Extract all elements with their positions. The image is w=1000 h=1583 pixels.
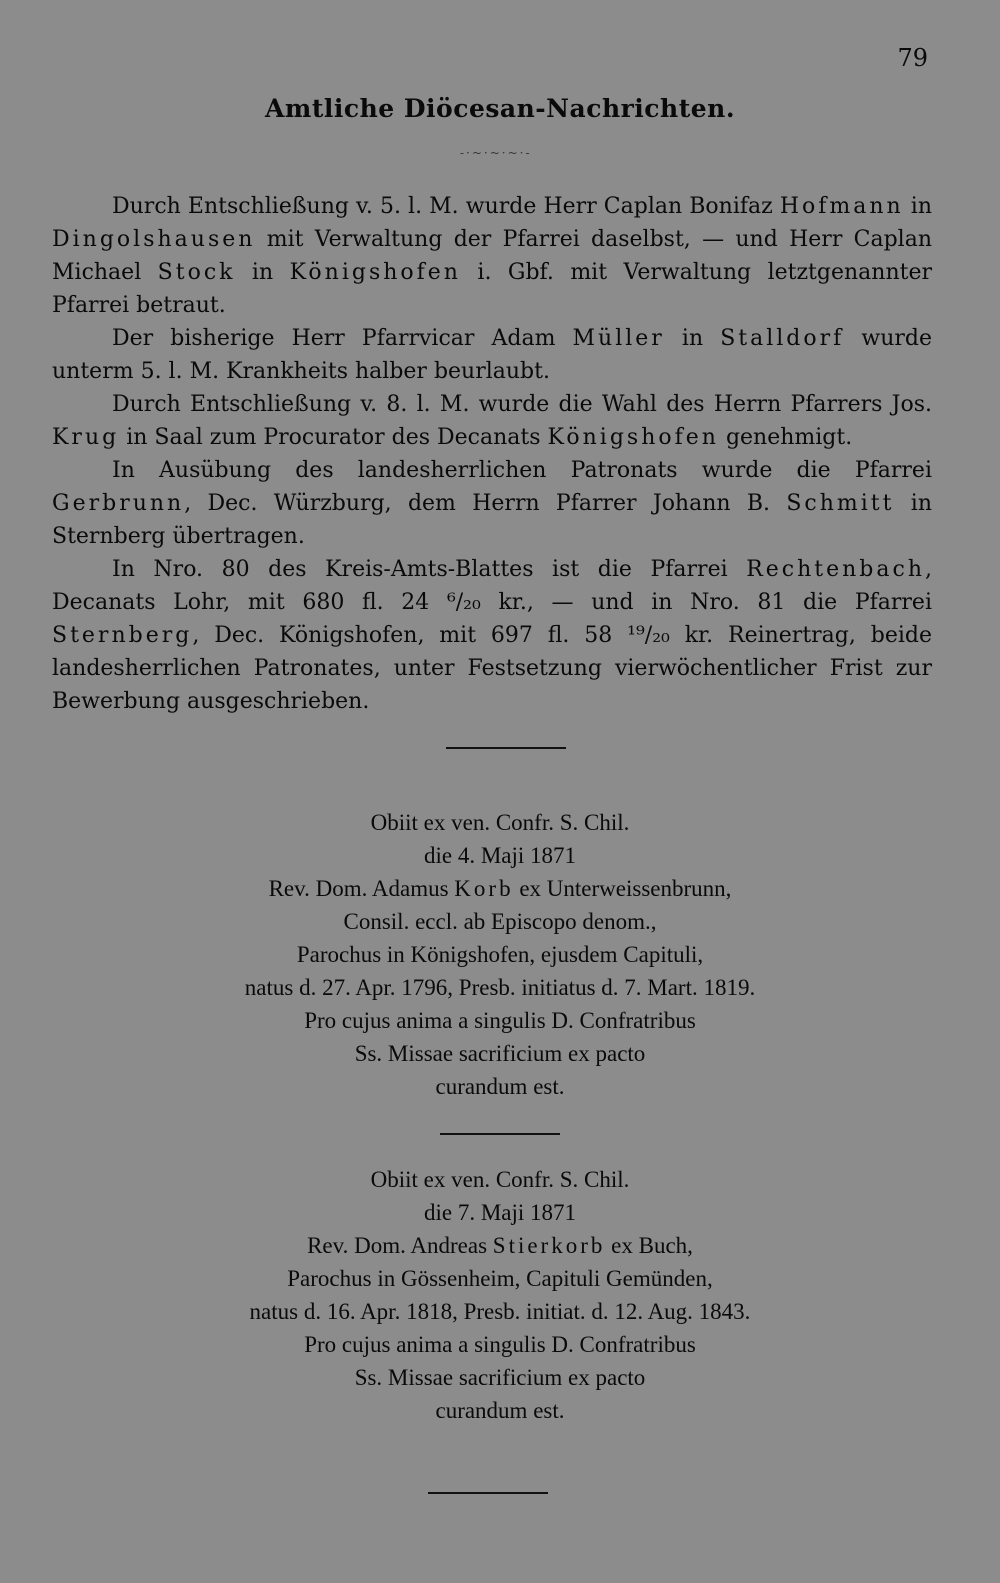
place-name: Königshofen (547, 425, 719, 450)
text: wurde unterm 5. l. M. Krankheits halber beurlaubt. (52, 326, 932, 384)
obituary-line: curandum est. (435, 1074, 565, 1099)
text: i. Gbf. mit Verwaltung letztgenannter Pfarrei betraut. (52, 260, 933, 318)
text: in (664, 326, 721, 351)
obituary-line: Parochus in Königshofen, ejusdem Capituli, (296, 942, 704, 967)
notice-paragraph (52, 454, 932, 553)
text: ex Buch, (605, 1233, 693, 1258)
obituary-line (0, 872, 1000, 905)
obituary-notice (0, 1163, 1000, 1427)
obituary-line: Ss. Missae sacrificium ex pacto (354, 1365, 646, 1390)
person-name: Krug (52, 425, 120, 450)
obituary-line: Obiit ex ven. Confr. S. Chil. (370, 810, 630, 835)
notice-paragraph (52, 190, 932, 322)
obituary-line: curandum est. (435, 1398, 565, 1423)
text: in (235, 260, 290, 285)
text: In Ausübung des landesherrlichen Patronats wurde die Pfarrei (112, 458, 932, 483)
divider-rule (440, 1133, 560, 1135)
divider-rule (446, 747, 566, 749)
obituary-line: die 7. Maji 1871 (423, 1200, 577, 1225)
obituary-line: natus d. 27. Apr. 1796, Presb. initiatus d. 7. Mart. 1819. (244, 975, 756, 1000)
text: genehmigt. (718, 425, 853, 450)
text: , Dec. Königshofen, mit 697 fl. 58 ¹⁹/₂₀ kr. Reinertrag, beide landesherrlichen Patronates, unter Festsetzung vierwöchentlicher Frist zur Bewerbung ausgeschrieben. (52, 623, 932, 714)
text: , Decanats Lohr, mit 680 fl. 24 ⁶/₂₀ kr., — und in Nro. 81 die Pfarrei (52, 557, 932, 615)
place-name: Gerbrunn (52, 491, 185, 516)
text: Der bisherige Herr Pfarrvicar Adam (112, 326, 573, 351)
title-ornament: -·~·~·~·- (460, 146, 532, 160)
person-name: Schmitt (786, 491, 895, 516)
notices-section (52, 190, 932, 718)
person-name: Müller (572, 326, 665, 351)
notice-paragraph (52, 388, 932, 454)
text: Durch Entschließung v. 8. l. M. wurde die Wahl des Herrn Pfarrers Jos. (112, 392, 932, 417)
place-name: Dingolshausen (52, 227, 256, 252)
text: In Nro. 80 des Kreis-Amts-Blattes ist die Pfarrei (112, 557, 747, 582)
place-name: Sternberg (52, 623, 193, 648)
place-name: Königshofen (289, 260, 461, 285)
obituary-line: Pro cujus anima a singulis D. Confratribus (304, 1008, 696, 1033)
text: in Sternberg übertragen. (52, 491, 932, 549)
obituary-line: natus d. 16. Apr. 1818, Presb. initiat. d. 12. Aug. 1843. (249, 1299, 751, 1324)
section-title: Amtliche Diöcesan-Nachrichten. (264, 94, 736, 123)
text: mit Verwaltung der Pfarrei daselbst, — und Herr Caplan Michael (52, 227, 932, 285)
place-name: Rechtenbach (746, 557, 925, 582)
person-name: Hofmann (779, 194, 904, 219)
deceased-name: Stierkorb (492, 1233, 606, 1258)
obituary-line: Consil. eccl. ab Episcopo denom., (343, 909, 657, 934)
divider-rule (428, 1492, 548, 1494)
obituary-line: Parochus in Gössenheim, Capituli Gemünden, (287, 1266, 713, 1291)
obituary-line: Pro cujus anima a singulis D. Confratribus (304, 1332, 696, 1357)
obituary-line: die 4. Maji 1871 (423, 843, 577, 868)
obituary-notice (0, 806, 1000, 1103)
text: Rev. Dom. Adamus (268, 876, 455, 901)
obituary-line: Obiit ex ven. Confr. S. Chil. (370, 1167, 630, 1192)
text: Rev. Dom. Andreas (307, 1233, 493, 1258)
obituary-line (0, 1229, 1000, 1262)
notice-paragraph (52, 322, 932, 388)
page-number: 79 (897, 44, 928, 72)
text: in (903, 194, 932, 219)
place-name: Stalldorf (720, 326, 845, 351)
text: in Saal zum Procurator des Decanats (119, 425, 548, 450)
obituary-line: Ss. Missae sacrificium ex pacto (354, 1041, 646, 1066)
text: ex Unterweissenbrunn, (513, 876, 732, 901)
text: , Dec. Würzburg, dem Herrn Pfarrer Johann B. (184, 491, 787, 516)
person-name: Stock (157, 260, 236, 285)
text: Durch Entschließung v. 5. l. M. wurde Herr Caplan Bonifaz (112, 194, 780, 219)
notice-paragraph (52, 553, 932, 718)
deceased-name: Korb (454, 876, 514, 901)
